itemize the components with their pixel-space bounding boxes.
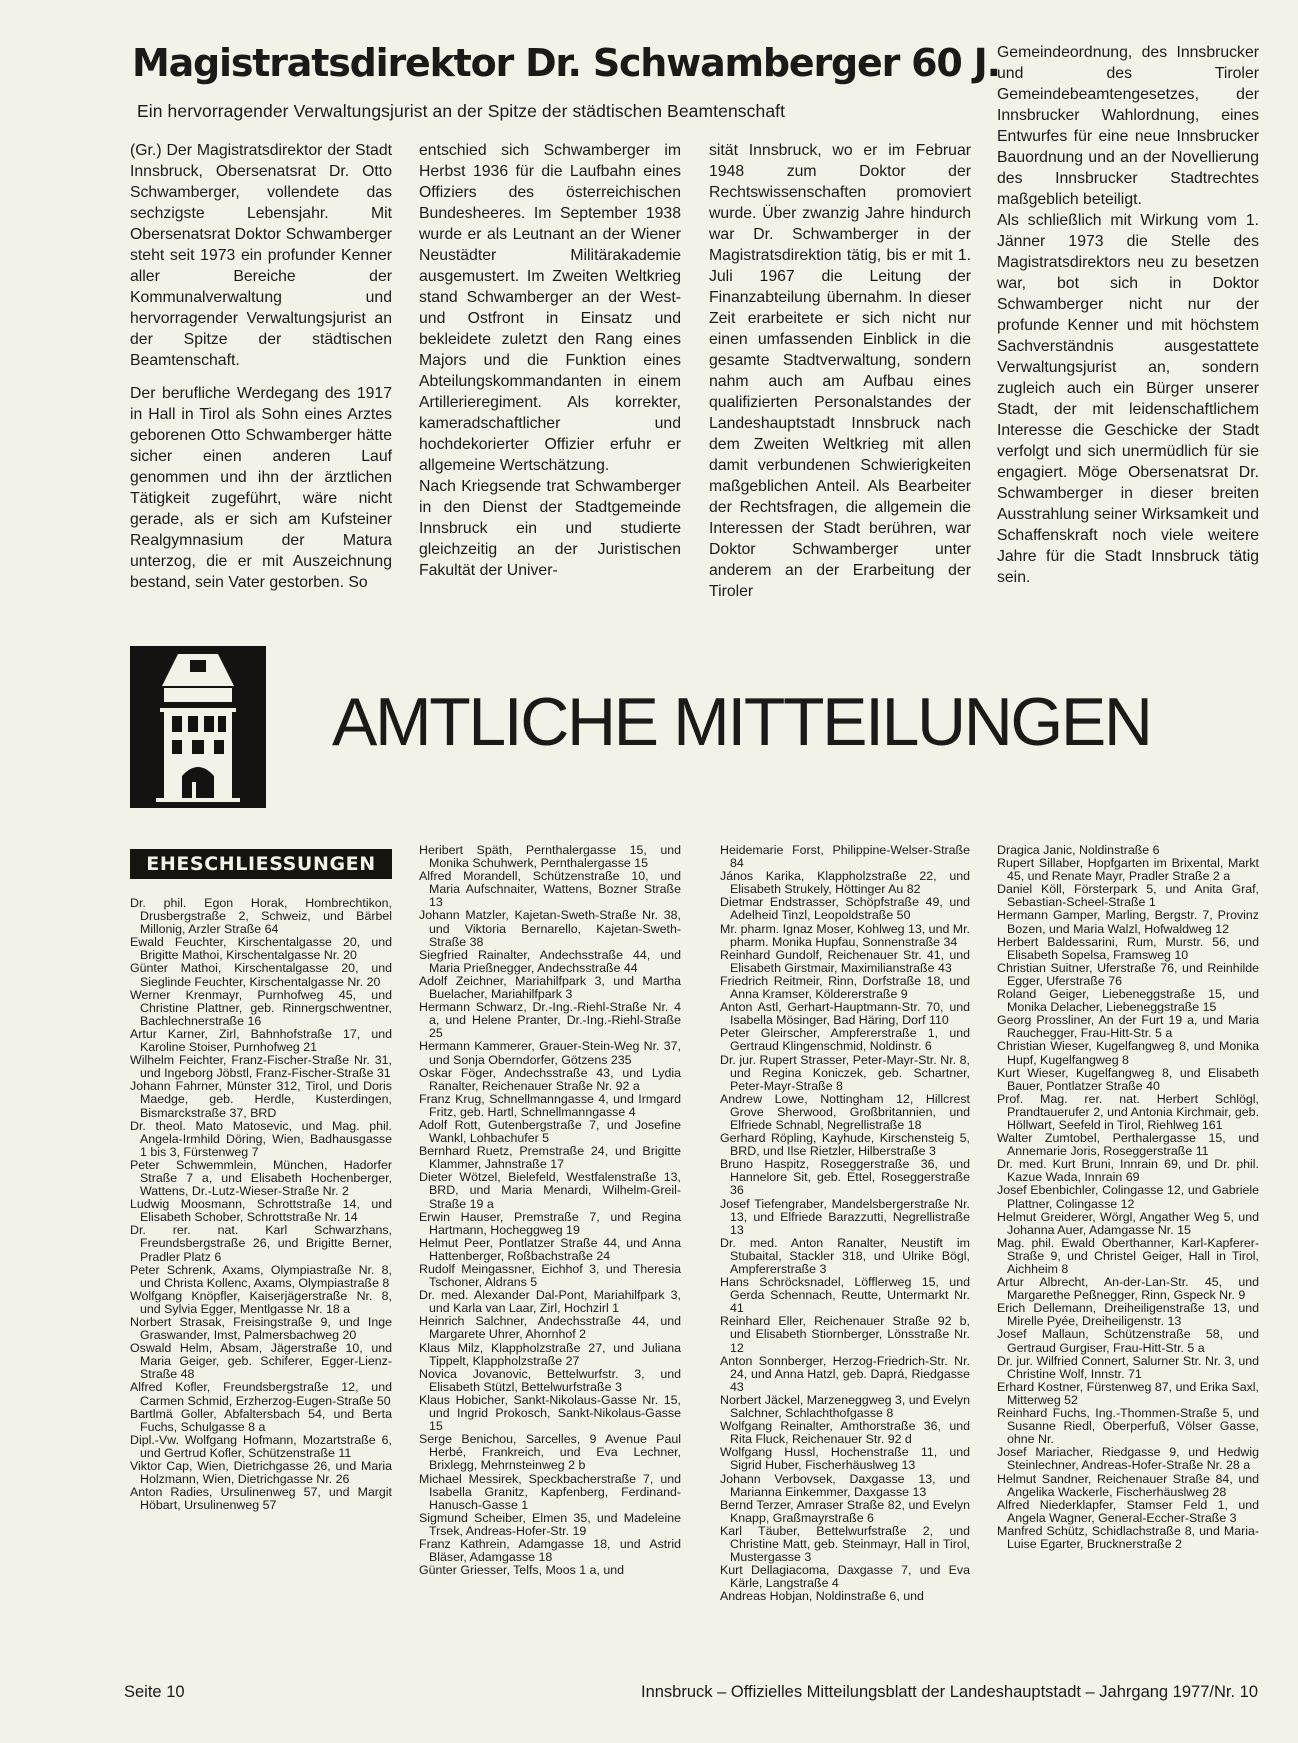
list-item: Andrew Lowe, Nottingham 12, Hillcrest Grove Sherwood, Großbritannien, und Elfriede Schnabl, Negrellistraße 18	[720, 1091, 970, 1132]
section-heading: EHESCHLIESSUNGEN	[130, 849, 392, 879]
list-item: Prof. Mag. rer. nat. Herbert Schlögl, Prandtauerufer 2, und Antonia Kirchmair, geb. Höllwart, Seefeld in Tirol, Riehlweg 161	[997, 1091, 1259, 1132]
list-item: Ewald Feuchter, Kirschentalgasse 20, und Brigitte Mathoi, Kirschentalgasse Nr. 20	[130, 935, 392, 963]
article-paragraph: Gemeindeordnung, des Innsbrucker und des Tiroler Gemeindebeamtengesetzes, der Innsbrucker Wahlordnung, eines Entwurfes für eine neue Innsbrucker Bauordnung und an der Novellierung des Innsbrucker Stadtrechtes maßgeblich beteiligt.	[997, 44, 1259, 208]
list-item: Dr. med. Anton Ranalter, Neustift im Stubaital, Stackler 318, und Ulrike Bögl, Ampfererstraße 3	[720, 1235, 970, 1276]
list-item: Dr. rer. nat. Karl Schwarzhans, Freundsbergstraße 26, und Brigitte Berner, Pradler Platz 6	[130, 1223, 392, 1264]
list-item: Helmut Sandner, Reichenauer Straße 84, und Angelika Wackerle, Fischerhäuslweg 28	[997, 1471, 1259, 1499]
list-item: Bruno Haspitz, Roseggerstraße 36, und Hannelore Sit, geb. Ettel, Roseggerstraße 36	[720, 1157, 970, 1198]
city-tower-logo	[130, 646, 266, 808]
list-item: Josef Ebenbichler, Colingasse 12, und Gabriele Plattner, Colingasse 12	[997, 1183, 1259, 1211]
listing-column-3	[720, 844, 970, 1603]
list-item: Peter Schrenk, Axams, Olympiastraße Nr. 8, und Christa Kollenc, Axams, Olympiastraße 8	[130, 1262, 392, 1290]
list-item: Kurt Wieser, Kugelfangweg 8, und Elisabeth Bauer, Pontlatzer Straße 40	[997, 1065, 1259, 1093]
list-item: Wolfgang Hussl, Hochenstraße 11, und Sigrid Huber, Fischerhäuslweg 13	[720, 1445, 970, 1473]
list-item: Kurt Dellagiacoma, Daxgasse 7, und Eva Kärle, Langstraße 4	[720, 1563, 970, 1591]
list-item: Michael Messirek, Speckbacherstraße 7, und Isabella Granitz, Kapfenberg, Ferdinand-Hanusch-Gasse 1	[419, 1471, 681, 1512]
list-item: János Karika, Klappholzstraße 22, und Elisabeth Strukely, Höttinger Au 82	[720, 869, 970, 897]
list-item: Norbert Jäckel, Marzeneggweg 3, und Evelyn Salchner, Schlachthofgasse 8	[720, 1392, 971, 1421]
list-item: Herbert Baldessarini, Rum, Murstr. 56, und Elisabeth Sopelsa, Framsweg 10	[997, 934, 1259, 962]
list-item: Viktor Cap, Wien, Dietrichgasse 26, und Maria Holzmann, Wien, Dietrichgasse Nr. 26	[130, 1459, 392, 1487]
list-item: Siegfried Rainalter, Andechsstraße 44, und Maria Prießnegger, Andechsstraße 44	[419, 947, 681, 975]
list-item: Heidemarie Forst, Philippine-Welser-Straße 84	[720, 843, 970, 871]
list-item: Norbert Strasak, Freisingstraße 9, und Inge Graswander, Imst, Palmersbachweg 20	[130, 1315, 392, 1343]
list-item: Erich Dellemann, Dreiheiligenstraße 13, und Mirelle Pyée, Dreiheiligenstr. 13	[997, 1301, 1259, 1329]
list-item: Alfred Niederklapfer, Stamser Feld 1, und Angela Wagner, General-Eccher-Straße 3	[997, 1497, 1259, 1525]
list-item: Johann Verbovsek, Daxgasse 13, und Marianna Einkemmer, Daxgasse 13	[720, 1471, 970, 1499]
list-item: Günter Griesser, Telfs, Moos 1 a, und	[419, 1563, 625, 1578]
list-item: Hans Schröcksnadel, Löfflerweg 15, und Gerda Schennach, Reutte, Untermarkt Nr. 41	[720, 1275, 970, 1316]
list-item: Andreas Hobjan, Noldinstraße 6, und	[720, 1589, 924, 1604]
list-item: Dieter Wötzel, Bielefeld, Westfalenstraße 13, BRD, und Maria Menardi, Wilhelm-Greil-Straße 19 a	[419, 1170, 681, 1211]
list-item: Adolf Zeichner, Mariahilfpark 3, und Martha Buelacher, Mariahilfpark 3	[419, 973, 681, 1002]
section-title: AMTLICHE MITTEILUNGEN	[332, 684, 1151, 760]
list-item: Novica Jovanovic, Bettelwurfstr. 3, und Elisabeth Stützl, Bettelwurfstraße 3	[419, 1366, 681, 1394]
list-item: Erhard Kostner, Fürstenweg 87, und Erika Saxl, Mitterweg 52	[997, 1379, 1259, 1407]
list-item: Reinhard Fuchs, Ing.-Thommen-Straße 5, und Susanne Riedl, Oberperfuß, Völser Gasse, ohne Nr.	[997, 1406, 1259, 1447]
list-item: Walter Zumtobel, Perthalergasse 15, und Annemarie Joris, Roseggerstraße 11	[997, 1131, 1259, 1159]
list-item: Serge Benichou, Sarcelles, 9 Avenue Paul Herbé, Frankreich, und Eva Lechner, Brixlegg, Mehrnsteinweg 2 b	[419, 1432, 681, 1473]
article-column-4	[997, 42, 1259, 588]
list-item: Johann Matzler, Kajetan-Sweth-Straße Nr. 38, und Viktoria Bernarello, Kajetan-Sweth-Straße 38	[419, 908, 681, 949]
list-item: Dr. theol. Mato Matosevic, und Mag. phil. Angela-Irmhild Döring, Wien, Badhausgasse 1 bis 3, Fürstenweg 7	[130, 1118, 392, 1159]
list-item: Dr. phil. Egon Horak, Hombrechtikon, Drusbergstraße 2, Schweiz, und Bärbel Millonig, Arzler Straße 64	[130, 896, 392, 937]
list-item: Artur Albrecht, An-der-Lan-Str. 45, und Margarethe Peßnegger, Rinn, Gspeck Nr. 9	[997, 1275, 1259, 1303]
article-paragraph: (Gr.) Der Magistratsdirektor der Stadt Innsbruck, Obersenatsrat Dr. Otto Schwamberger, vollendete das sechzigste Lebensjahr. Mit Obersenatsrat Doktor Schwamberger steht seit 1973 ein profunder Kenner aller Bereiche der Kommunalverwaltung und hervorragender Verwaltungsjurist an der Spitze der städtischen Beamtenschaft.	[130, 142, 392, 369]
list-item: Bernhard Ruetz, Premstraße 24, und Brigitte Klammer, Jahnstraße 17	[419, 1144, 681, 1172]
list-item: Josef Tiefengraber, Mandelsbergerstraße Nr. 13, und Elfriede Barazzutti, Negrellistraße 13	[720, 1196, 970, 1237]
listing-column-4	[997, 844, 1259, 1551]
list-item: Hermann Schwarz, Dr.-Ing.-Riehl-Straße Nr. 4 a, und Helene Pranter, Dr.-Ing.-Riehl-Straße 25	[419, 1000, 681, 1041]
list-item: Dietmar Endstrasser, Schöpfstraße 49, und Adelheid Tinzl, Leopoldstraße 50	[720, 895, 970, 923]
list-item: Franz Kathrein, Adamgasse 18, und Astrid Bläser, Adamgasse 18	[419, 1536, 681, 1565]
list-item: Werner Krenmayr, Purnhofweg 45, und Christine Plattner, geb. Rinnergschwentner, Bachlechnerstraße 16	[130, 987, 392, 1028]
list-item: Georg Prossliner, An der Furt 19 a, und Maria Rauchegger, Frau-Hitt-Str. 5 a	[997, 1013, 1259, 1041]
list-item: Wolfgang Knöpfler, Kaiserjägerstraße Nr. 8, und Sylvia Egger, Mentlgasse Nr. 18 a	[130, 1288, 392, 1316]
list-item: Friedrich Reitmeir, Rinn, Dorfstraße 18, und Anna Kramser, Köldererstraße 9	[720, 973, 970, 1002]
list-item: Alfred Morandell, Schützenstraße 10, und Maria Aufschnaiter, Wattens, Bozner Straße 13	[419, 869, 681, 910]
list-item: Oskar Föger, Andechsstraße 43, und Lydia Ranalter, Reichenauer Straße Nr. 92 a	[419, 1065, 681, 1093]
list-item: Dragica Janic, Noldinstraße 6	[997, 843, 1160, 857]
list-item: Alfred Kofler, Freundsbergstraße 12, und Carmen Schmid, Erzherzog-Eugen-Straße 50	[130, 1380, 392, 1408]
publication-line: Innsbruck – Offizielles Mitteilungsblatt der Landeshauptstadt – Jahrgang 1977/Nr. 10	[641, 1683, 1258, 1701]
list-item: Adolf Rott, Gutenbergstraße 7, und Josefine Wankl, Lohbachufer 5	[419, 1117, 681, 1146]
list-item: Helmut Greiderer, Wörgl, Angather Weg 5, und Johanna Auer, Adamgasse Nr. 15	[997, 1209, 1259, 1237]
article-paragraph: entschied sich Schwamberger im Herbst 1936 für die Laufbahn eines Offiziers des österreichischen Bundesheeres. Im September 1938 wurde er als Leutnant an der Wiener Neustädter Militärakademie ausgemustert. Im Zweiten Weltkrieg stand Schwamberger an der West- und Ostfront in Einsatz und bekleidete zuletzt den Rang eines Majors und die Funktion eines Abteilungskommandanten in einem Artillerieregiment. Als korrekter, kameradschaftlicher und hochdekorierter Offizier erfuhr er allgemeine Wertschätzung.	[419, 142, 681, 474]
list-item: Roland Geiger, Liebeneggstraße 15, und Monika Delacher, Liebeneggstraße 15	[997, 987, 1259, 1015]
article-column-3	[709, 140, 971, 602]
article-headline: Magistratsdirektor Dr. Schwamberger 60 J.	[132, 41, 1000, 85]
list-item: Dr. med. Alexander Dal-Pont, Mariahilfpark 3, und Karla van Laar, Zirl, Hochzirl 1	[419, 1288, 681, 1316]
article-column-2	[419, 140, 681, 581]
list-item: Wilhelm Feichter, Franz-Fischer-Straße Nr. 31, und Ingeborg Jöbstl, Franz-Fischer-Straße 31	[130, 1053, 392, 1081]
list-item: Günter Mathoi, Kirschentalgasse 20, und Sieglinde Feuchter, Kirschentalgasse Nr. 20	[130, 961, 392, 989]
list-item: Christian Suitner, Uferstraße 76, und Reinhilde Egger, Uferstraße 76	[997, 960, 1259, 988]
list-item: Dr. jur. Wilfried Connert, Salurner Str. Nr. 3, und Christine Wolf, Innstr. 71	[997, 1353, 1259, 1381]
article-paragraph: Der berufliche Werdegang des 1917 in Hall in Tirol als Sohn eines Arztes geborenen Otto Schwamberger hätte sicher einen anderen Lauf genommen und ihn der ärztlichen Tätigkeit zugeführt, wäre nicht gerade, als er sich am Kufsteiner Realgymnasium der Matura unterzog, die er mit Auszeichnung bestand, sein Vater gestorben. So	[130, 385, 392, 591]
list-item: Erwin Hauser, Premstraße 7, und Regina Hartmann, Hocheggweg 19	[419, 1209, 681, 1237]
list-item: Gerhard Röpling, Kayhude, Kirschensteig 5, BRD, und Ilse Rietzler, Hilberstraße 3	[720, 1131, 970, 1159]
list-item: Hermann Kammerer, Grauer-Stein-Weg Nr. 37, und Sonja Oberndorfer, Götzens 235	[419, 1039, 681, 1067]
list-item: Peter Gleirscher, Ampfererstraße 1, und Gertraud Klingenschmid, Noldinstr. 6	[720, 1026, 970, 1054]
list-item: Reinhard Gundolf, Reichenauer Str. 41, und Elisabeth Girstmair, Maximilianstraße 43	[720, 947, 970, 975]
list-item: Christian Wieser, Kugelfangweg 8, und Monika Hupf, Kugelfangweg 8	[997, 1039, 1259, 1067]
list-item: Artur Karner, Zirl, Bahnhofstraße 17, und Karoline Stoiser, Purnhofweg 21	[130, 1026, 392, 1055]
article-column-1	[130, 140, 392, 593]
list-item: Franz Krug, Schnellmanngasse 4, und Irmgard Fritz, geb. Hartl, Schnellmanngasse 4	[419, 1091, 681, 1119]
list-item: Anton Astl, Gerhart-Hauptmann-Str. 70, und Isabella Mösinger, Bad Häring, Dorf 110	[720, 1000, 970, 1028]
list-item: Dipl.-Vw. Wolfgang Hofmann, Mozartstraße 6, und Gertrud Kofler, Schützenstraße 11	[130, 1432, 392, 1460]
list-item: Wolfgang Reinalter, Amthorstraße 36, und Rita Fluck, Reichenauer Str. 92 d	[720, 1419, 970, 1447]
list-item: Mr. pharm. Ignaz Moser, Kohlweg 13, und Mr. pharm. Monika Hupfau, Sonnenstraße 34	[720, 921, 970, 949]
list-item: Anton Radies, Ursulinenweg 57, und Margit Höbart, Ursulinenweg 57	[130, 1485, 392, 1513]
list-item: Bernd Terzer, Amraser Straße 82, und Evelyn Knapp, Graßmayrstraße 6	[720, 1497, 970, 1525]
page-number: Seite 10	[124, 1683, 185, 1701]
article-paragraph: Nach Kriegsende trat Schwamberger in den Dienst der Stadtgemeinde Innsbruck ein und studierte gleichzeitig an der Juristischen Fakultät der Univer-	[419, 478, 681, 579]
list-item: Dr. med. Kurt Bruni, Innrain 69, und Dr. phil. Kazue Wada, Innrain 69	[997, 1157, 1259, 1185]
list-item: Johann Fahrner, Münster 312, Tirol, und Doris Maedge, geb. Herdle, Kusterdingen, Bismarckstraße 37, BRD	[130, 1079, 392, 1120]
list-item: Bartlmä Goller, Abfaltersbach 54, und Berta Fuchs, Schulgasse 8 a	[130, 1406, 392, 1434]
article-subheadline: Ein hervorragender Verwaltungsjurist an der Spitze der städtischen Beamtenschaft	[137, 101, 786, 121]
list-item: Heribert Späth, Pernthalergasse 15, und Monika Schuhwerk, Pernthalergasse 15	[419, 843, 681, 871]
list-item: Mag. phil. Ewald Oberthanner, Karl-Kapferer-Straße 9, und Christel Geiger, Hall in Tirol, Aichheim 8	[997, 1235, 1259, 1276]
list-item: Josef Mallaun, Schützenstraße 58, und Gertraud Gurgiser, Frau-Hitt-Str. 5 a	[997, 1327, 1259, 1355]
article-paragraph: Als schließlich mit Wirkung vom 1. Jänner 1973 die Stelle des Magistratsdirektors neu zu besetzen war, bot sich in Doktor Schwamberger nicht nur der profunde Kenner und mit höchstem Sachverständnis ausgestattete Verwaltungsjurist an, sondern zugleich auch ein Bürger unserer Stadt, der mit leidenschaftlichem Interesse die Geschicke der Stadt verfolgt und sich unermüdlich für sie engagiert. Möge Obersenatsrat Dr. Schwamberger in dieser breiten Ausstrahlung seiner Wirksamkeit und Schaffenskraft noch viele weitere Jahre für die Stadt Innsbruck tätig sein.	[997, 212, 1259, 586]
list-item: Sigmund Scheiber, Elmen 35, und Madeleine Trsek, Andreas-Hofer-Str. 19	[419, 1510, 681, 1538]
list-item: Hermann Gamper, Marling, Bergstr. 7, Provinz Bozen, und Maria Walzl, Hofwaldweg 12	[997, 908, 1259, 936]
listing-column-1	[130, 897, 392, 1512]
list-item: Josef Mariacher, Riedgasse 9, und Hedwig Steinlechner, Andreas-Hofer-Straße Nr. 28 a	[997, 1445, 1259, 1473]
list-item: Heinrich Salchner, Andechsstraße 44, und Margarete Uhrer, Ahornhof 2	[419, 1314, 681, 1342]
list-item: Helmut Peer, Pontlatzer Straße 44, und Anna Hattenberger, Roßbachstraße 24	[419, 1235, 681, 1263]
list-item: Rupert Sillaber, Hopfgarten im Brixental, Markt 45, und Renate Mayr, Pradler Straße 2 a	[997, 856, 1259, 884]
list-item: Rudolf Meingassner, Eichhof 3, und Theresia Tschoner, Aldrans 5	[419, 1262, 681, 1290]
list-item: Daniel Köll, Försterpark 5, und Anita Graf, Sebastian-Scheel-Straße 1	[997, 882, 1259, 910]
list-item: Dr. jur. Rupert Strasser, Peter-Mayr-Str. Nr. 8, und Regina Koniczek, geb. Schartner, Peter-Mayr-Straße 8	[720, 1052, 970, 1093]
list-item: Manfred Schütz, Schidlachstraße 8, und Maria-Luise Egarter, Brucknerstraße 2	[997, 1523, 1259, 1551]
list-item: Karl Täuber, Bettelwurfstraße 2, und Christine Matt, geb. Steinmayr, Hall in Tirol, Mustergasse 3	[720, 1523, 970, 1565]
list-item: Peter Schwemmlein, München, Hadorfer Straße 7 a, und Elisabeth Hochenberger, Wattens, Dr.-Lutz-Wieser-Straße Nr. 2	[130, 1157, 392, 1199]
list-item: Klaus Milz, Klappholzstraße 27, und Juliana Tippelt, Klappholzstraße 27	[419, 1340, 681, 1368]
list-item: Klaus Hobicher, Sankt-Nikolaus-Gasse Nr. 15, und Ingrid Prokosch, Sankt-Nikolaus-Gasse 15	[419, 1392, 681, 1434]
list-item: Reinhard Eller, Reichenauer Straße 92 b, und Elisabeth Stiornberger, Lönsstraße Nr. 12	[720, 1314, 970, 1355]
listing-column-2	[419, 844, 681, 1577]
tower-icon	[130, 646, 266, 808]
list-item: Oswald Helm, Absam, Jägerstraße 10, und Maria Geiger, geb. Schiferer, Egger-Lienz-Straße 48	[130, 1341, 392, 1382]
list-item: Ludwig Moosmann, Schrottstraße 14, und Elisabeth Schober, Schrottstraße Nr. 14	[130, 1197, 392, 1225]
article-paragraph: sität Innsbruck, wo er im Februar 1948 zum Doktor der Rechtswissenschaften promoviert wurde. Über zwanzig Jahre hindurch war Dr. Schwamberger in der Magistratsdirektion tätig, bis er mit 1. Juli 1967 die Leitung der Finanzabteilung übernahm. In dieser Zeit erarbeitete er sich nicht nur einen umfassenden Einblick in die gesamte Stadtverwaltung, sondern nahm auch am Aufbau eines qualifizierten Personalstandes der Landeshauptstadt Innsbruck nach dem Zweiten Weltkrieg mit allen damit verbundenen Schwierigkeiten maßgeblichen Anteil. Als Bearbeiter der Rechtsfragen, die allgemein die Interessen der Stadt berühren, war Doktor Schwamberger unter anderem an der Erarbeitung der Tiroler	[709, 142, 971, 600]
list-item: Anton Sonnberger, Herzog-Friedrich-Str. Nr. 24, und Anna Hatzl, geb. Daprá, Riedgasse 43	[720, 1353, 970, 1394]
